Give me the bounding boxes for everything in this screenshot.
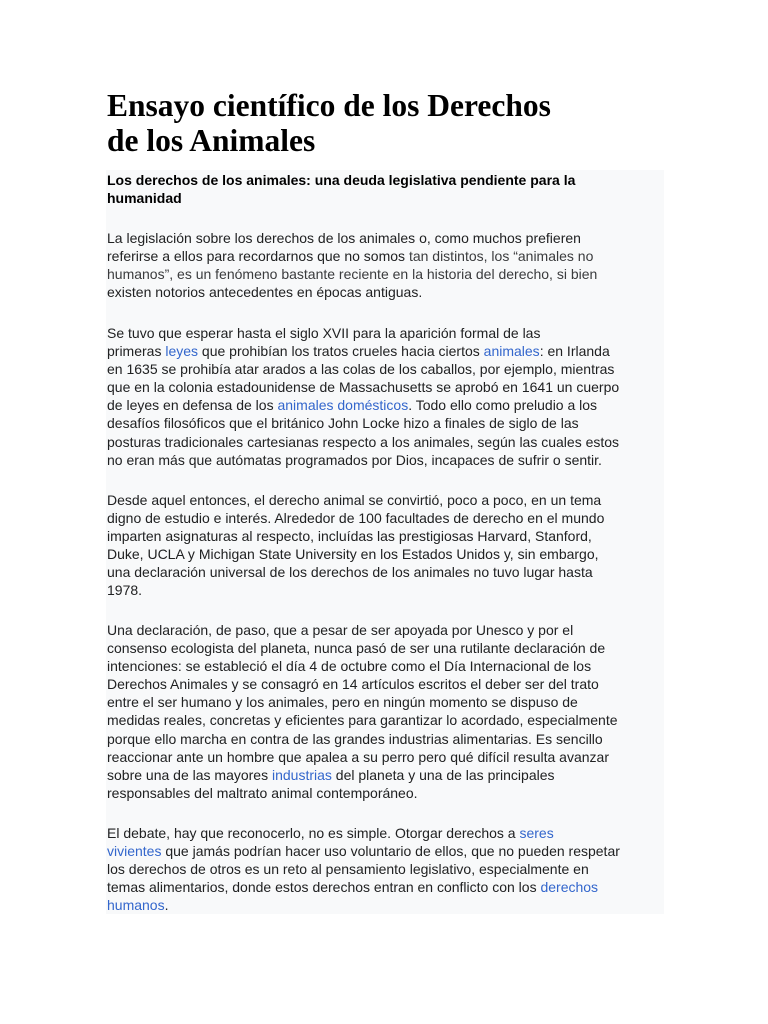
text-line: Desde aquel entonces, el derecho animal se convirtió, poco a poco, en un tema xyxy=(107,492,602,508)
text-line xyxy=(107,247,663,265)
text-segment: que jamás podrían hacer uso voluntario de ellos, que no pueden respetar xyxy=(161,843,620,860)
title-line: Ensayo científico de los Derechos xyxy=(107,88,551,123)
text-line: que en la colonia estadounidense de Massachusetts se aprobó en 1641 un cuerpo xyxy=(107,379,620,396)
text-segment: . Todo ello como preludio a los xyxy=(408,397,598,414)
text-line: La legislación sobre los derechos de los animales o, como muchos prefieren xyxy=(107,230,581,246)
paragraph-5 xyxy=(107,824,663,914)
link-seres-vivientes[interactable]: vivientes xyxy=(107,843,162,860)
text-line: porque ello marcha en contra de las grandes industrias alimentarias. Es sencillo xyxy=(107,730,603,747)
text-segment: que prohibían los tratos crueles hacia ciertos xyxy=(198,343,484,360)
link-animales-domesticos[interactable]: animales domésticos xyxy=(277,397,409,414)
text-segment: del planeta y una de las principales xyxy=(331,766,555,783)
text-line xyxy=(107,342,663,360)
paragraph-3 xyxy=(107,491,663,600)
subtitle-line: Los derechos de los animales: una deuda legislativa pendiente para la xyxy=(107,172,576,188)
page-title xyxy=(107,88,667,158)
text-line: digno de estudio e interés. Alrededor de 100 facultades de derecho en el mundo xyxy=(107,510,605,527)
text-line: consenso ecologista del planeta, nunca pasó de ser una rutilante declaración de xyxy=(107,640,606,657)
text-line: Una declaración, de paso, que a pesar de ser apoyada por Unesco y por el xyxy=(107,622,574,638)
link-derechos-humanos[interactable]: derechos xyxy=(540,879,599,896)
text-segment: El debate, hay que reconocerlo, no es simple. Otorgar derechos a xyxy=(107,825,520,841)
text-segment: primeras xyxy=(107,343,166,360)
link-industrias[interactable]: industrias xyxy=(271,766,332,783)
text-line xyxy=(107,766,663,784)
title-line: de los Animales xyxy=(107,123,316,158)
text-line: los derechos de otros es un reto al pensamiento legislativo, especialmente en xyxy=(107,861,589,878)
text-line: reaccionar ante un hombre que apalea a su perro pero qué difícil resulta avanzar xyxy=(107,748,609,765)
text-line: Derechos Animales y se consagró en 14 artículos escritos el deber ser del trato xyxy=(107,676,599,693)
text-line xyxy=(107,842,663,860)
text-line: medidas reales, concretas y eficientes para garantizar lo acordado, especialmente xyxy=(107,712,618,729)
text-segment: . xyxy=(164,897,169,914)
text-line: imparten asignaturas al respecto, incluídas las prestigiosas Harvard, Stanford, xyxy=(107,528,592,545)
text-line: entre el ser humano y los animales, pero en ningún momento se dispuso de xyxy=(107,694,578,711)
text-line xyxy=(107,896,663,914)
link-derechos-humanos[interactable]: humanos xyxy=(107,897,165,914)
link-animales[interactable]: animales xyxy=(483,343,540,360)
text-line: humanos”, es un fenómeno bastante reciente en la historia del derecho, si bien xyxy=(107,266,598,283)
text-line xyxy=(107,878,663,896)
text-line: desafíos filosóficos que el británico John Locke hizo a finales de siglo de las xyxy=(107,415,579,432)
text-segment: referirse a ellos para recordarnos que no somos xyxy=(107,248,409,265)
text-line: en 1635 se prohibía atar arados a las colas de los caballos, por ejemplo, mientras xyxy=(107,361,615,378)
text-line: Se tuvo que esperar hasta el siglo XVII para la aparición formal de las xyxy=(107,325,541,341)
subtitle-line: humanidad xyxy=(107,189,182,206)
text-line: no eran más que autómatas programados por Dios, incapaces de sufrir o sentir. xyxy=(107,451,602,468)
paragraph-1 xyxy=(107,229,663,301)
text-line: posturas tradicionales cartesianas respecto a los animales, según las cuales estos xyxy=(107,433,620,450)
text-line xyxy=(107,396,663,414)
text-line: intenciones: se estableció el día 4 de octubre como el Día Internacional de los xyxy=(107,658,592,675)
text-segment: de leyes en defensa de los xyxy=(107,397,278,414)
text-line: una declaración universal de los derechos de los animales no tuvo lugar hasta xyxy=(107,564,593,581)
text-line: 1978. xyxy=(107,582,143,599)
text-line: Duke, UCLA y Michigan State University en los Estados Unidos y, sin embargo, xyxy=(107,546,599,563)
link-seres-vivientes[interactable]: seres xyxy=(519,825,554,841)
paragraph-2 xyxy=(107,324,663,469)
paragraph-4 xyxy=(107,621,663,802)
text-segment: temas alimentarios, donde estos derechos entran en conflicto con los xyxy=(107,879,541,896)
text-segment: tan distintos, los “animales no xyxy=(408,248,594,265)
text-line xyxy=(107,824,663,842)
text-line: existen notorios antecedentes en épocas antiguas. xyxy=(107,284,423,301)
text-segment: : en Irlanda xyxy=(539,343,610,360)
link-leyes[interactable]: leyes xyxy=(165,343,199,360)
text-segment: sobre una de las mayores xyxy=(107,766,272,783)
subtitle xyxy=(107,172,659,207)
text-line: responsables del maltrato animal contemporáneo. xyxy=(107,784,418,801)
